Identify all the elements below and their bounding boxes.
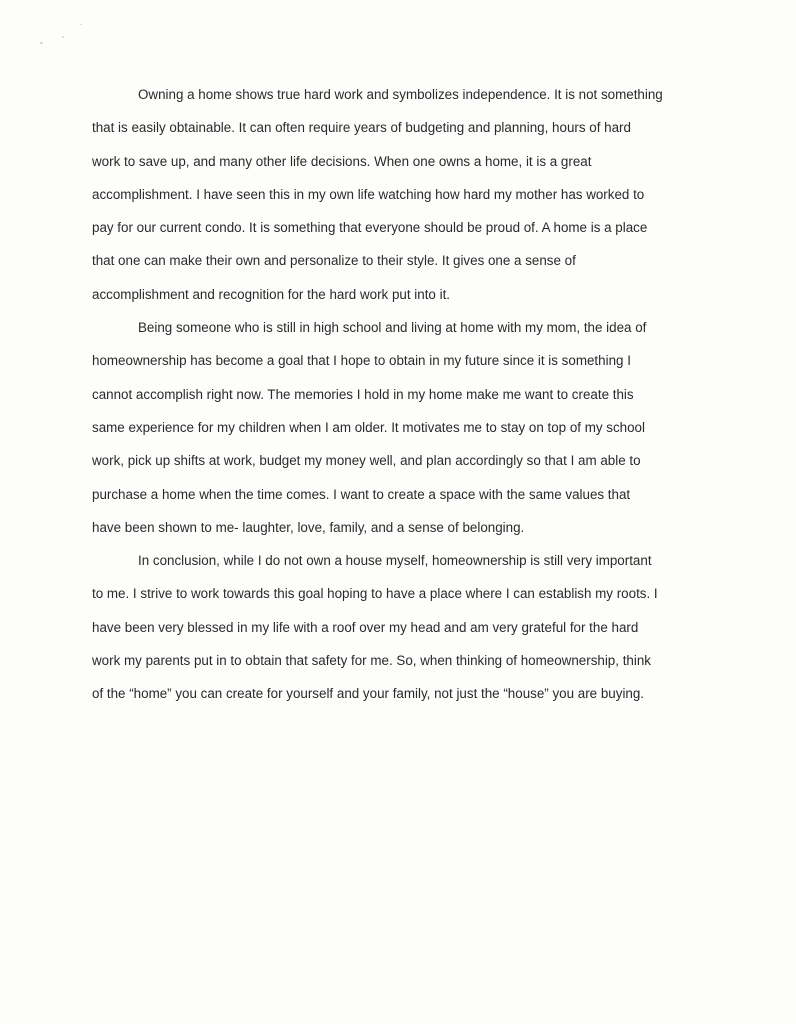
scan-speck (62, 36, 64, 38)
text-line: to me. I strive to work towards this goal hoping to have a place where I can establish my roots. I (92, 586, 658, 602)
text-line: that one can make their own and personalize to their style. It gives one a sense of (92, 253, 576, 269)
text-line: In conclusion, while I do not own a house myself, homeownership is still very important (138, 553, 652, 569)
essay-body (92, 82, 714, 715)
scan-speck (80, 24, 82, 25)
scan-speck (40, 42, 43, 44)
text-line: homeownership has become a goal that I hope to obtain in my future since it is something I (92, 353, 631, 369)
text-line: have been very blessed in my life with a roof over my head and am very grateful for the hard (92, 619, 639, 635)
text-line: that is easily obtainable. It can often require years of budgeting and planning, hours of hard (92, 120, 631, 136)
text-line: accomplishment and recognition for the hard work put into it. (92, 286, 451, 302)
text-line: Being someone who is still in high school and living at home with my mom, the idea of (138, 320, 647, 336)
text-line: work my parents put in to obtain that safety for me. So, when thinking of homeownership, think (92, 653, 651, 669)
text-line: accomplishment. I have seen this in my own life watching how hard my mother has worked to (92, 186, 645, 202)
text-line: same experience for my children when I am older. It motivates me to stay on top of my school (92, 419, 645, 435)
text-line: of the “home” you can create for yourself and your family, not just the “house” you are buying. (92, 686, 645, 702)
text-line: work, pick up shifts at work, budget my money well, and plan accordingly so that I am able to (92, 453, 641, 469)
text-line: cannot accomplish right now. The memories I hold in my home make me want to create this (92, 386, 634, 402)
text-line: purchase a home when the time comes. I want to create a space with the same values that (92, 486, 631, 502)
paragraph-3 (92, 548, 714, 714)
text-line: work to save up, and many other life decisions. When one owns a home, it is a great (92, 153, 592, 169)
text-line: have been shown to me- laughter, love, family, and a sense of belonging. (92, 519, 525, 535)
paragraph-1 (92, 82, 714, 315)
paragraph-2 (92, 315, 714, 548)
text-line: Owning a home shows true hard work and symbolizes independence. It is not something (138, 87, 663, 102)
text-line: pay for our current condo. It is something that everyone should be proud of. A home is a place (92, 220, 648, 236)
